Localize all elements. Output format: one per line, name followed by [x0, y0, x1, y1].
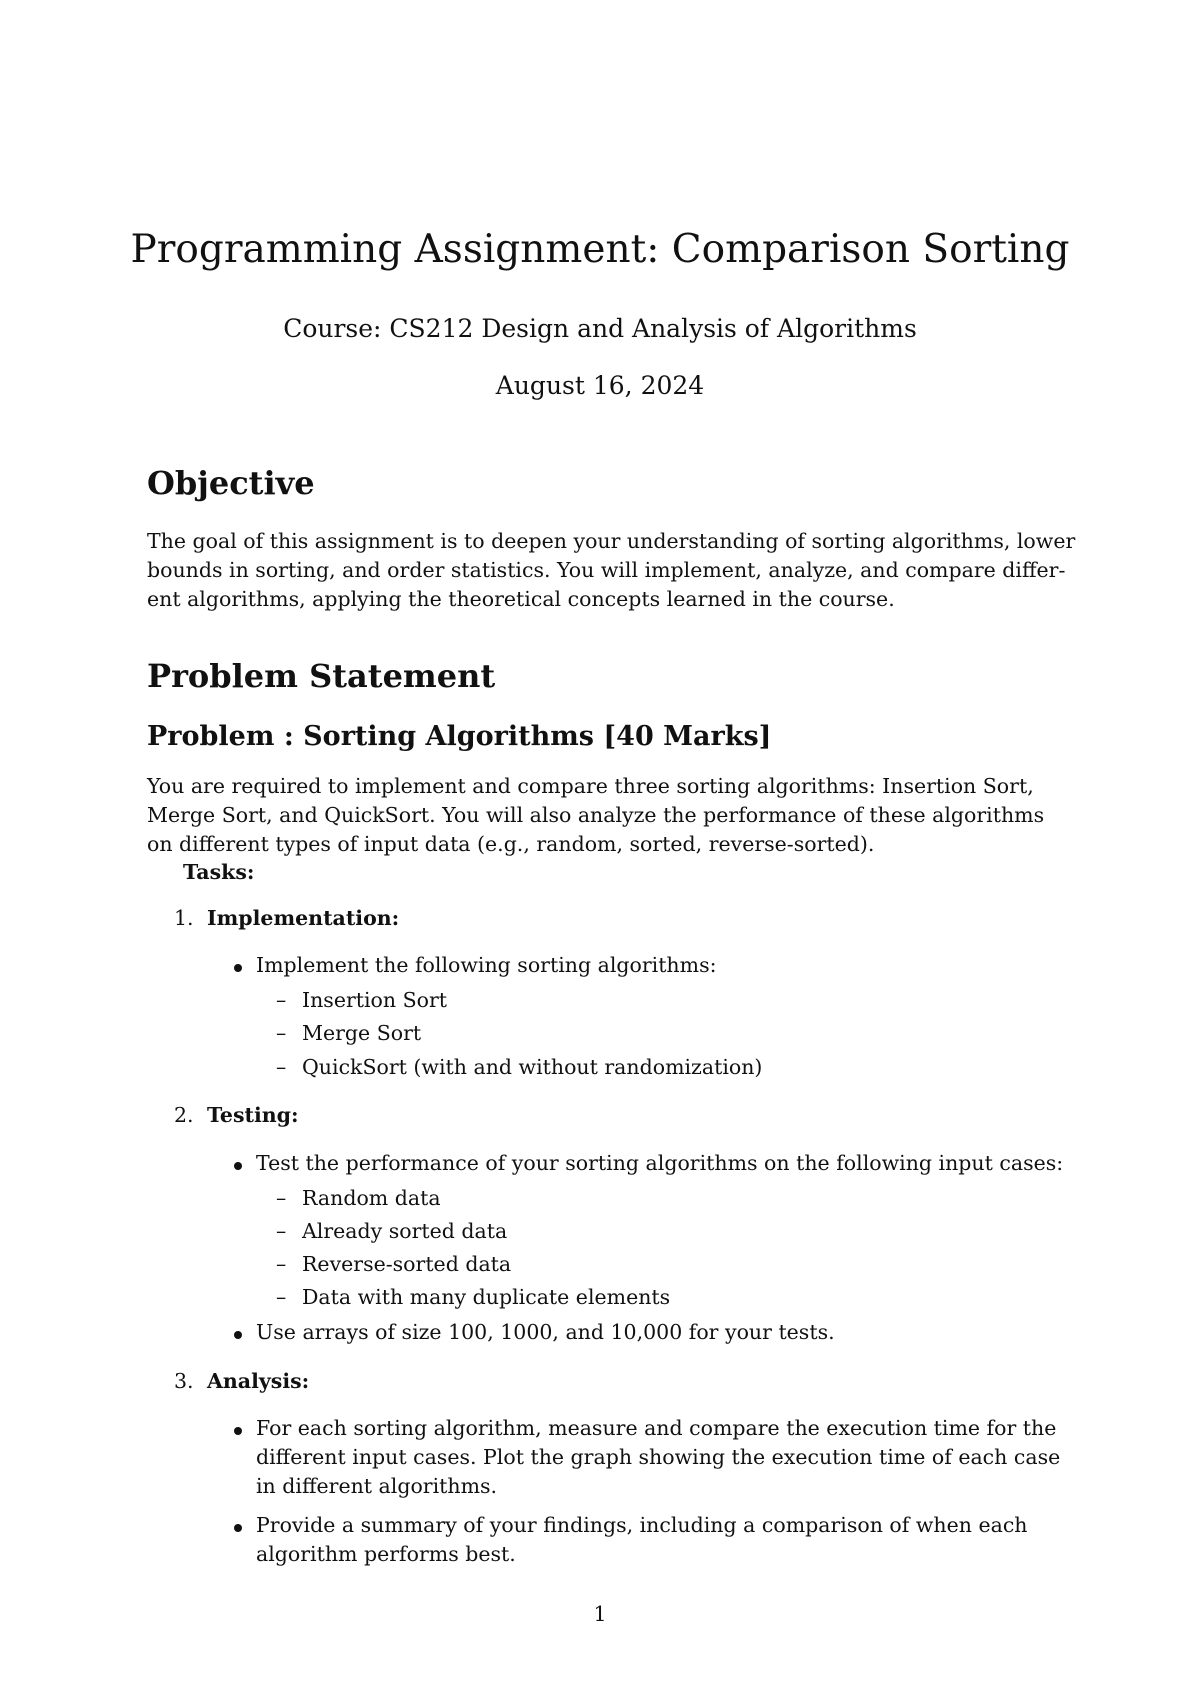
- objective-line-1: The goal of this assignment is to deepen your understanding of sorting algorithms, lower: [147, 529, 1076, 553]
- dash-icon: –: [276, 1055, 287, 1079]
- task-1-number: 1.: [174, 906, 194, 930]
- objective-line-2: bounds in sorting, and order statistics. You will implement, analyze, and compare differ-: [147, 558, 1066, 582]
- task-2-subitem-4: Data with many duplicate elements: [302, 1285, 671, 1309]
- tasks-label: Tasks:: [183, 860, 255, 884]
- task-1-bullet: Implement the following sorting algorithms:: [256, 953, 717, 977]
- bullet-icon: [234, 964, 242, 972]
- objective-heading: Objective: [147, 464, 315, 502]
- bullet-icon: [234, 1331, 242, 1339]
- page-number: 1: [593, 1602, 607, 1626]
- problem-intro-line-2: Merge Sort, and QuickSort. You will also analyze the performance of these algorithms: [147, 803, 1045, 827]
- task-3-bullet-line-3: in different algorithms.: [256, 1474, 498, 1498]
- bullet-icon: [234, 1427, 242, 1435]
- task-2-bullet-2: Use arrays of size 100, 1000, and 10,000 for your tests.: [256, 1320, 835, 1344]
- bullet-icon: [234, 1524, 242, 1532]
- problem-intro-line-3: on different types of input data (e.g., random, sorted, reverse-sorted).: [147, 832, 875, 856]
- problem-statement-heading: Problem Statement: [147, 657, 496, 695]
- document-title: Programming Assignment: Comparison Sorting: [130, 227, 1070, 272]
- task-1-subitem-2: Merge Sort: [302, 1021, 422, 1045]
- dash-icon: –: [276, 988, 287, 1012]
- task-1-label: Implementation:: [207, 906, 400, 930]
- dash-icon: –: [276, 1285, 287, 1309]
- task-2-subitem-3: Reverse-sorted data: [302, 1252, 512, 1276]
- task-3-bullet-line-2: different input cases. Plot the graph showing the execution time of each case: [256, 1445, 1061, 1469]
- problem-intro-line-1: You are required to implement and compare three sorting algorithms: Insertion Sort,: [147, 774, 1034, 798]
- task-2-subitem-2: Already sorted data: [302, 1219, 508, 1243]
- task-2-subitem-1: Random data: [302, 1186, 441, 1210]
- dash-icon: –: [276, 1252, 287, 1276]
- objective-line-3: ent algorithms, applying the theoretical concepts learned in the course.: [147, 587, 895, 611]
- problem-subheading: Problem : Sorting Algorithms [40 Marks]: [147, 721, 772, 752]
- task-2-number: 2.: [174, 1103, 194, 1127]
- task-1-subitem-3: QuickSort (with and without randomization): [302, 1055, 763, 1079]
- date-line: August 16, 2024: [495, 371, 705, 400]
- bullet-icon: [234, 1162, 242, 1170]
- dash-icon: –: [276, 1219, 287, 1243]
- task-3-label: Analysis:: [207, 1369, 310, 1393]
- dash-icon: –: [276, 1021, 287, 1045]
- task-3-number: 3.: [174, 1369, 194, 1393]
- course-line: Course: CS212 Design and Analysis of Algorithms: [283, 314, 917, 343]
- task-3-bullet-line-1: For each sorting algorithm, measure and compare the execution time for the: [256, 1416, 1057, 1440]
- task-2-bullet: Test the performance of your sorting algorithms on the following input cases:: [256, 1151, 1064, 1175]
- task-2-label: Testing:: [207, 1103, 299, 1127]
- task-1-subitem-1: Insertion Sort: [302, 988, 448, 1012]
- dash-icon: –: [276, 1186, 287, 1210]
- task-3-bullet-2-line-2: algorithm performs best.: [256, 1542, 516, 1566]
- task-3-bullet-2-line-1: Provide a summary of your findings, including a comparison of when each: [256, 1513, 1028, 1537]
